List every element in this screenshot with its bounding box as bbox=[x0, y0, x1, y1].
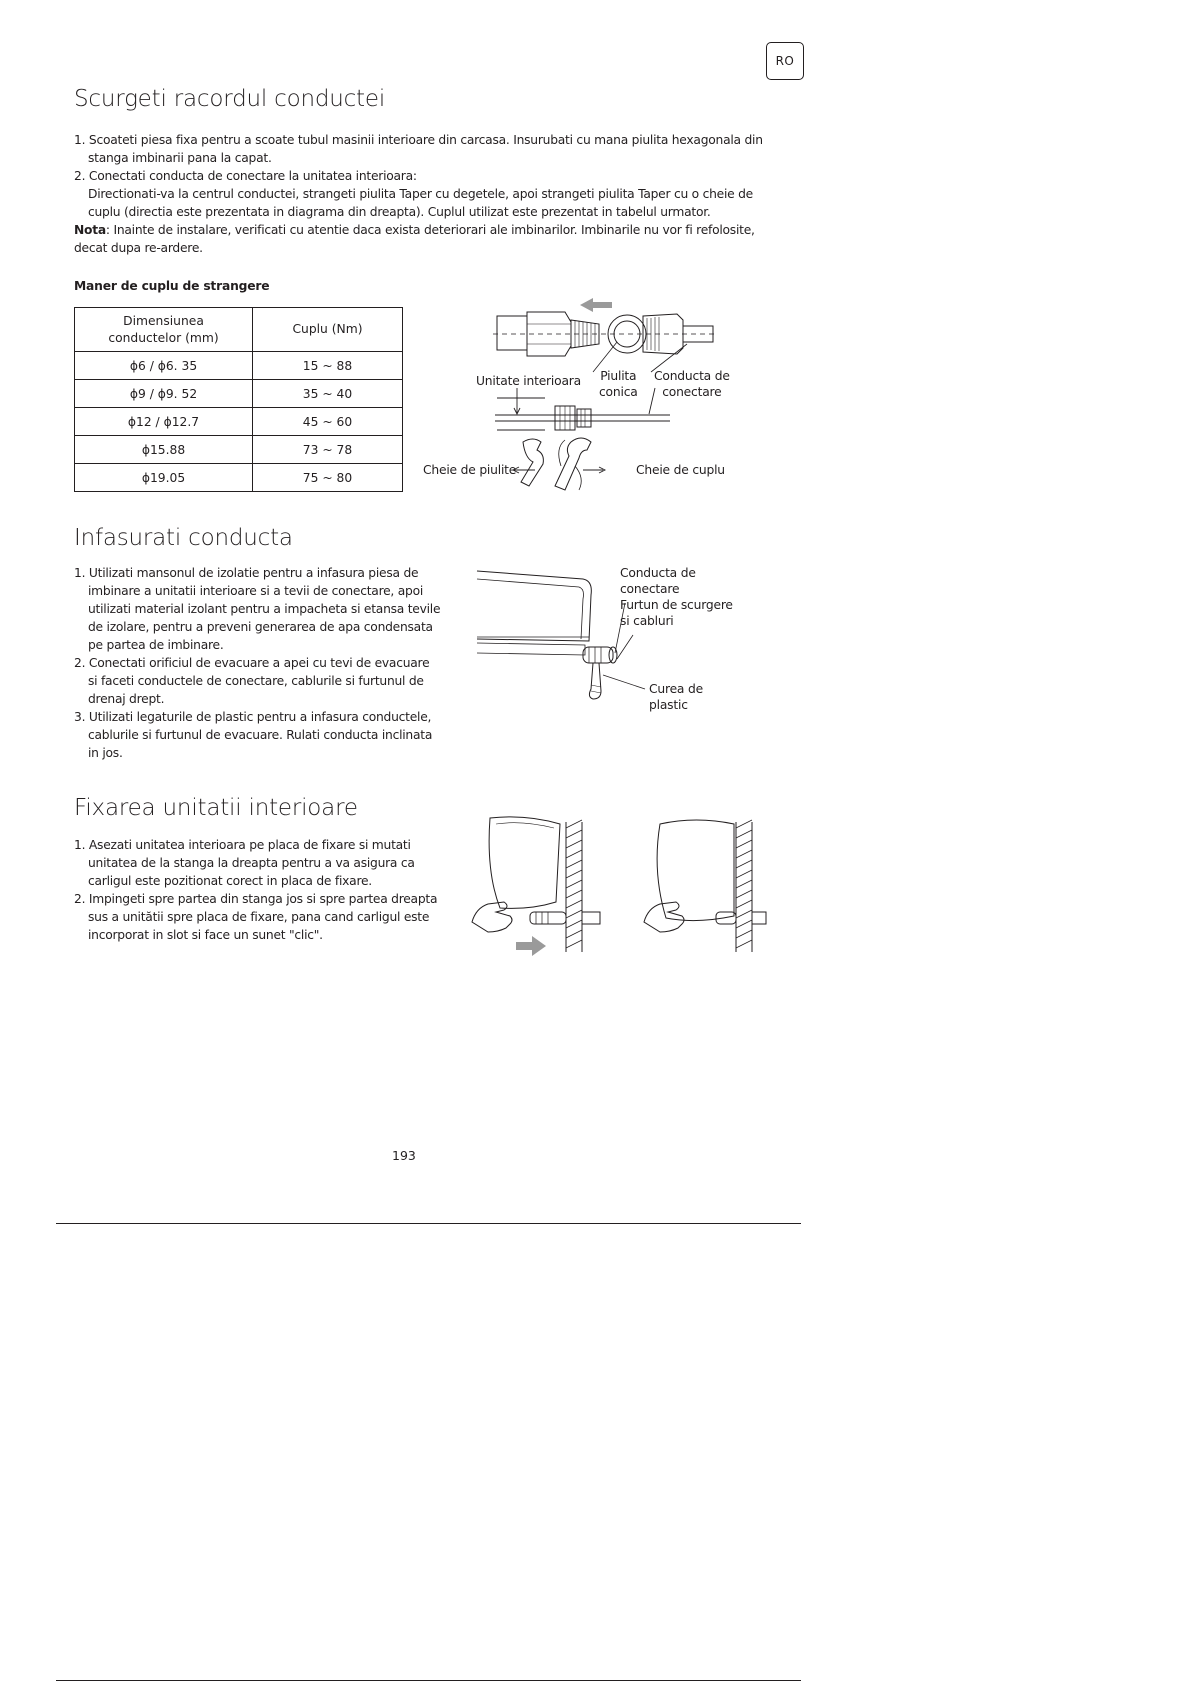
note-line bbox=[74, 221, 794, 239]
instruction-line: 1. Scoateti piesa fixa pentru a scoate tubul masinii interioare din carcasa. Insurubati cu mana piulita hexagonala din bbox=[74, 133, 763, 147]
label-text: Furtun de scurgere bbox=[620, 598, 733, 612]
table-cell: ϕ15.88 bbox=[75, 436, 253, 464]
instruction-line: pe partea de imbinare. bbox=[88, 638, 224, 652]
instruction-line: 2. Conectati orificiul de evacuare a apei cu tevi de evacuare bbox=[74, 656, 430, 670]
page-number: 193 bbox=[392, 1148, 416, 1163]
instruction-line: 1. Asezati unitatea interioara pe placa de fixare si mutati bbox=[74, 838, 411, 852]
table-cell: 73 ~ 78 bbox=[253, 436, 403, 464]
label-connecting-pipe-2 bbox=[620, 565, 733, 629]
instruction-line: de izolare, pentru a preveni generarea de apa condensata bbox=[88, 620, 433, 634]
table-cell: 45 ~ 60 bbox=[253, 408, 403, 436]
torque-table-title: Maner de cuplu de strangere bbox=[74, 279, 270, 293]
instruction-line: si faceti conductele de conectare, cablurile si furtunul de bbox=[88, 674, 424, 688]
table-row bbox=[75, 464, 403, 492]
table-cell: ϕ9 / ϕ9. 52 bbox=[75, 380, 253, 408]
instruction-line: sus a unitătii spre placa de fixare, pana cand carligul este bbox=[88, 910, 430, 924]
table-cell: ϕ19.05 bbox=[75, 464, 253, 492]
label-text: conectare bbox=[662, 385, 722, 399]
table-header-row bbox=[75, 308, 403, 352]
section-title-wrap-pipe: Infasurati conducta bbox=[74, 525, 293, 551]
section-title-fix-indoor-unit: Fixarea unitatii interioare bbox=[74, 795, 358, 821]
push-arrow-icon bbox=[516, 936, 546, 956]
fix-indoor-unit-diagram bbox=[470, 812, 770, 962]
instruction-line: cablurile si furtunul de evacuare. Rulati conducta inclinata bbox=[88, 728, 433, 742]
table-row bbox=[75, 352, 403, 380]
instruction-line: cuplu (directia este prezentata in diagrama din dreapta). Cuplul utilizat este prezentat in tabelul urmator. bbox=[88, 205, 711, 219]
table-cell: 35 ~ 40 bbox=[253, 380, 403, 408]
header-text: Dimensiunea bbox=[123, 313, 204, 328]
label-text: Curea de bbox=[649, 682, 703, 696]
label-flare-nut bbox=[599, 368, 638, 400]
label-connecting-pipe bbox=[654, 368, 730, 400]
label-text: Conducta de bbox=[620, 566, 696, 580]
language-badge: RO bbox=[766, 42, 804, 80]
label-torque-wrench: Cheie de cuplu bbox=[636, 463, 725, 477]
direction-arrow-icon bbox=[580, 298, 612, 312]
instruction-line: Directionati-va la centrul conductei, strangeti piulita Taper cu degetele, apoi strangeti piulita Taper cu o cheie de bbox=[88, 187, 753, 201]
note-label: Nota bbox=[74, 223, 106, 237]
table-cell: ϕ12 / ϕ12.7 bbox=[75, 408, 253, 436]
label-text: plastic bbox=[649, 698, 688, 712]
wrench-icon bbox=[521, 439, 543, 486]
label-text: conica bbox=[599, 385, 638, 399]
table-cell: 15 ~ 88 bbox=[253, 352, 403, 380]
table-row bbox=[75, 436, 403, 464]
instruction-line: 2. Impingeti spre partea din stanga jos si spre partea dreapta bbox=[74, 892, 438, 906]
hand-icon bbox=[472, 902, 512, 932]
label-text: si cabluri bbox=[620, 614, 674, 628]
instruction-line: utilizati material izolant pentru a impacheta si etansa tevile bbox=[88, 602, 441, 616]
torque-table bbox=[74, 307, 403, 492]
note-line-2: decat dupa re-ardere. bbox=[74, 241, 203, 255]
instruction-line: carligul este pozitionat corect in placa de fixare. bbox=[88, 874, 372, 888]
instruction-line: drenaj drept. bbox=[88, 692, 165, 706]
table-header-cell bbox=[75, 308, 253, 352]
section1-instructions bbox=[74, 131, 794, 257]
section2-instructions bbox=[74, 564, 454, 762]
header-text: conductelor (mm) bbox=[108, 330, 219, 345]
hand-icon bbox=[644, 902, 684, 932]
label-text: conectare bbox=[620, 582, 680, 596]
label-text: Piulita bbox=[600, 369, 637, 383]
instruction-line: incorporat in slot si face un sunet "clic". bbox=[88, 928, 323, 942]
table-cell: ϕ6 / ϕ6. 35 bbox=[75, 352, 253, 380]
divider-line bbox=[56, 1223, 801, 1224]
instruction-line: unitatea de la stanga la dreapta pentru a va asigura ca bbox=[88, 856, 415, 870]
label-indoor-unit: Unitate interioara bbox=[476, 374, 581, 388]
instruction-line: 1. Utilizati mansonul de izolatie pentru a infasura piesa de bbox=[74, 566, 419, 580]
instruction-line: stanga imbinarii pana la capat. bbox=[88, 151, 272, 165]
divider-line bbox=[56, 1680, 801, 1681]
label-plastic-strap bbox=[649, 681, 703, 713]
plastic-strap-icon bbox=[589, 663, 601, 699]
note-text: : Inainte de instalare, verificati cu atentie daca exista deteriorari ale imbinarilor. Imbinarile nu vor fi refolosite, bbox=[105, 223, 755, 237]
instruction-line: 3. Utilizati legaturile de plastic pentru a infasura conductele, bbox=[74, 710, 432, 724]
table-row bbox=[75, 380, 403, 408]
instruction-line: 2. Conectati conducta de conectare la unitatea interioara: bbox=[74, 169, 417, 183]
label-nut-wrench: Cheie de piulite bbox=[423, 463, 517, 477]
instruction-line: imbinare a unitatii interioare si a tevii de conectare, apoi bbox=[88, 584, 424, 598]
section3-instructions bbox=[74, 836, 454, 944]
section-title-pipe-connection: Scurgeti racordul conductei bbox=[74, 86, 386, 112]
instruction-line: in jos. bbox=[88, 746, 123, 760]
table-row bbox=[75, 408, 403, 436]
table-cell: 75 ~ 80 bbox=[253, 464, 403, 492]
label-text: Conducta de bbox=[654, 369, 730, 383]
table-header-cell: Cuplu (Nm) bbox=[253, 308, 403, 352]
